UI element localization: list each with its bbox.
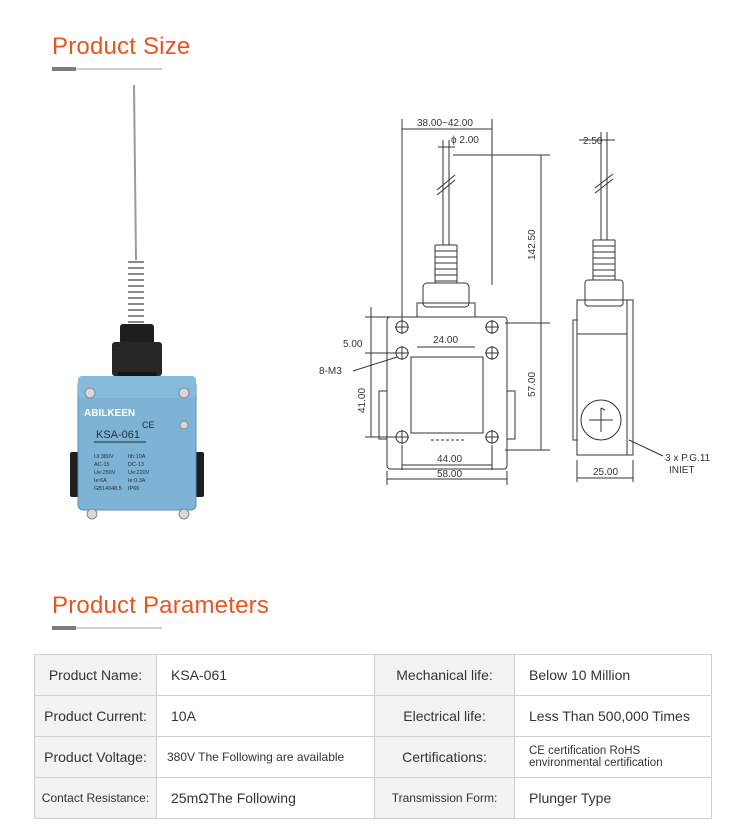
table-row: [35, 655, 712, 696]
dim-rod-diameter: ϕ 2.00: [451, 135, 479, 146]
screw-icon: [85, 388, 95, 398]
title-underline: [52, 68, 162, 70]
dim-side-inlet-label: INIET: [669, 465, 695, 476]
dim-hole-spacing-v: 41.00: [357, 387, 368, 413]
product-spec-left: AC-15: [94, 462, 110, 468]
param-label: Transmission Form:: [375, 778, 515, 819]
section-title-product-size: Product Size: [52, 33, 191, 60]
product-actuator-base: [112, 342, 162, 376]
parameters-table: [34, 654, 712, 819]
dim-mount-hole: 5.00: [343, 339, 363, 350]
product-spec-right: Ith:10A: [128, 454, 146, 460]
param-value: Plunger Type: [515, 778, 712, 819]
drawing-front-view: [305, 95, 560, 495]
param-value: CE certification RoHS environmental certification: [515, 737, 712, 778]
param-label: Certifications:: [375, 737, 515, 778]
product-model: KSA-061: [96, 429, 141, 441]
dim-body-height: 57.00: [527, 371, 538, 397]
product-spec-right: IP66: [128, 486, 140, 492]
screw-icon: [180, 421, 188, 429]
param-value: 10A: [157, 696, 375, 737]
dim-side-depth: 25.00: [593, 467, 619, 478]
product-rod: [134, 85, 136, 260]
product-actuator: [120, 324, 154, 344]
dim-rod-length: 142.50: [527, 229, 538, 260]
param-value: 380V The Following are available: [157, 737, 375, 778]
product-spec-left: Ie:6A: [94, 478, 107, 484]
screw-icon: [87, 509, 97, 519]
drawing-side-view: [565, 120, 725, 495]
dim-top-width: 38.00~42.00: [417, 118, 473, 129]
param-value: 25mΩThe Following: [157, 778, 375, 819]
dim-side-inlet: 3 x P.G.11: [665, 453, 711, 464]
product-top-ears: [78, 376, 196, 398]
title-underline: [52, 627, 162, 629]
screw-icon: [179, 509, 189, 519]
dim-screw: 8-M3: [319, 366, 342, 377]
section-title-product-parameters: Product Parameters: [52, 592, 270, 619]
param-label: Contact Resistance:: [35, 778, 157, 819]
product-spec-right: DC-13: [128, 462, 144, 468]
product-spec-right: Ue:220V: [128, 470, 150, 476]
product-spec-left: Ui:380V: [94, 454, 114, 460]
product-photo: [60, 80, 240, 530]
param-label: Product Name:: [35, 655, 157, 696]
table-row: [35, 778, 712, 819]
param-label: Product Voltage:: [35, 737, 157, 778]
dim-side-top: 2.50: [583, 136, 603, 147]
dim-inner-width: 24.00: [433, 335, 459, 346]
product-spec-left: GB14048.5: [94, 486, 122, 492]
param-label: Product Current:: [35, 696, 157, 737]
table-row: [35, 737, 712, 778]
product-brand: ABILKEEN: [84, 408, 136, 419]
table-row: [35, 696, 712, 737]
product-spec-right: Ie:0.3A: [128, 478, 146, 484]
screw-icon: [179, 388, 189, 398]
param-value: Less Than 500,000 Times: [515, 696, 712, 737]
product-spring: [128, 262, 144, 322]
param-value: KSA-061: [157, 655, 375, 696]
dim-hole-spacing-h: 44.00: [437, 454, 463, 465]
title-underline-accent: [52, 626, 76, 630]
dim-body-width: 58.00: [437, 469, 463, 480]
param-label: Electrical life:: [375, 696, 515, 737]
product-ce-mark: CE: [142, 420, 155, 430]
product-spec-left: Ue:250V: [94, 470, 116, 476]
title-underline-accent: [52, 67, 76, 71]
param-value: Below 10 Million: [515, 655, 712, 696]
param-label: Mechanical life:: [375, 655, 515, 696]
